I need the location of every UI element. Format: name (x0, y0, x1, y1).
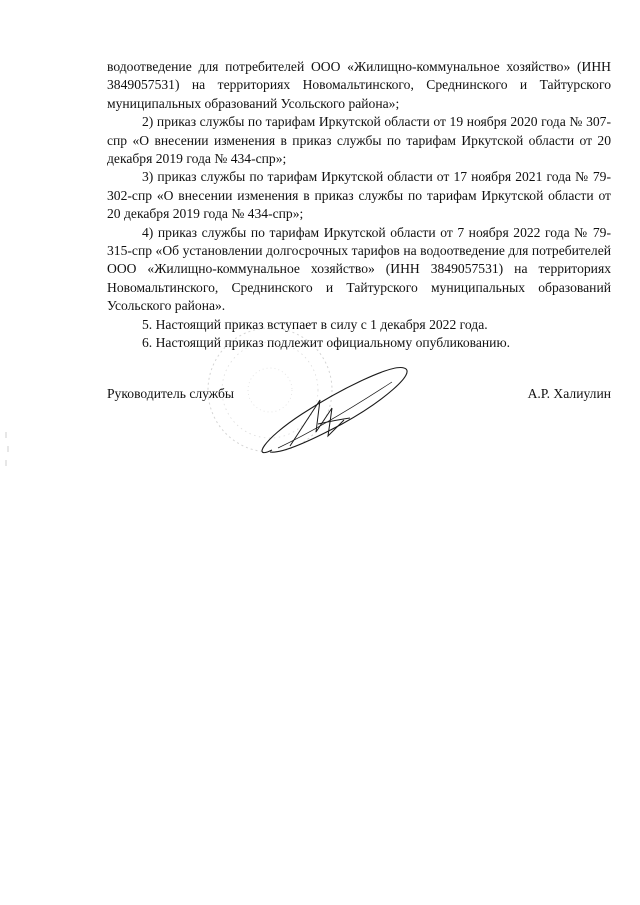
handwritten-signature (232, 362, 422, 462)
document-body (107, 58, 611, 353)
paragraph-clause-6: 6. Настоящий приказ подлежит официальному опубликованию. (142, 335, 510, 351)
paragraph-clause-5: 5. Настоящий приказ вступает в силу с 1 декабря 2022 года. (142, 316, 488, 332)
paragraph-item-4: 4) приказ службы по тарифам Иркутской области от 7 ноября 2022 года № 79-315-спр «Об установлении долгосрочных тарифов на водоотведение для потребителей ООО «Жилищно-коммунальное хозяйство» (ИНН 3849057531) на территориях Новомальтинского, Среднинского и Тайтурского муниципальных образований Усольского района». (107, 224, 611, 314)
paragraph-continuation: водоотведение для потребителей ООО «Жилищно-коммунальное хозяйство» (ИНН 3849057531) на территориях Новомальтинского, Среднинского и Тайтурского муниципальных образований Усольского района»; (107, 59, 611, 111)
paragraph-item-2: 2) приказ службы по тарифам Иркутской области от 19 ноября 2020 года № 307-спр «О внесении изменения в приказ службы по тарифам Иркутской области от 20 декабря 2019 года № 434-спр»; (107, 114, 611, 167)
signer-name: А.Р. Халиулин (527, 386, 611, 401)
paragraph-item-3: 3) приказ службы по тарифам Иркутской области от 17 ноября 2021 года № 79-302-спр «О внесении изменения в приказ службы по тарифам Иркутской области от 20 декабря 2019 года № 434-спр»; (107, 169, 611, 222)
position-title: Руководитель службы (107, 386, 235, 401)
margin-mark (2, 430, 16, 470)
